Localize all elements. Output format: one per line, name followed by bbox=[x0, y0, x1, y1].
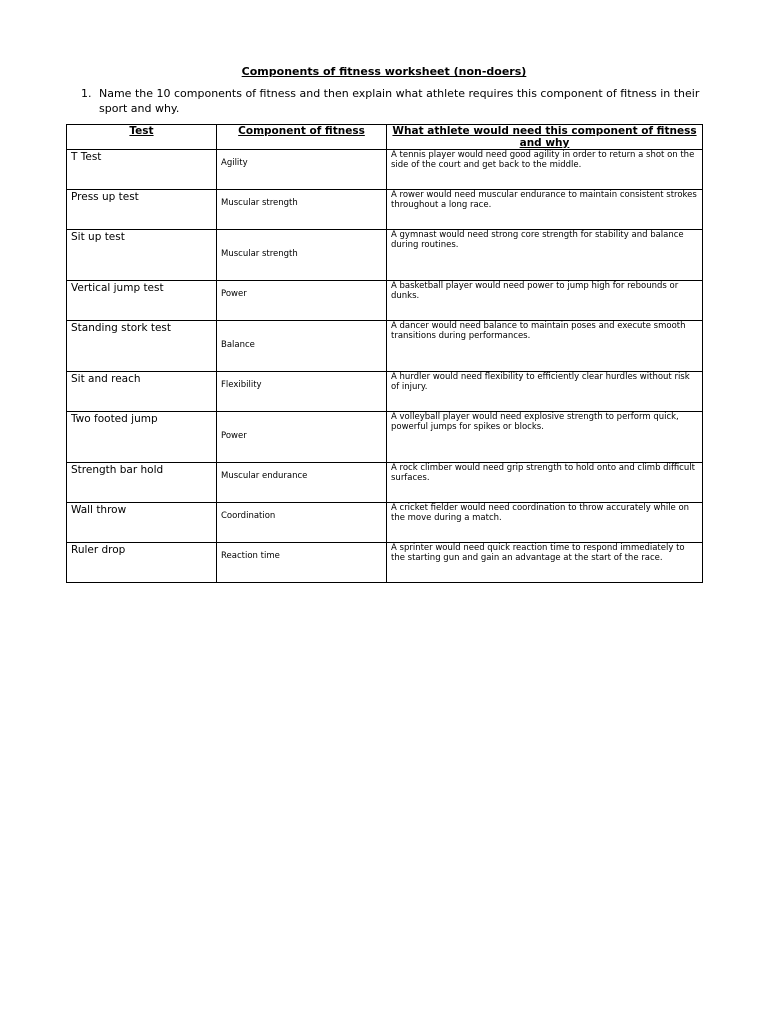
header-athlete: What athlete would need this component of fitness and why bbox=[387, 125, 703, 150]
table-row bbox=[67, 372, 703, 412]
test-name: Standing stork test bbox=[67, 321, 217, 372]
test-name: Wall throw bbox=[67, 503, 217, 543]
header-test: Test bbox=[67, 125, 217, 150]
test-name: Sit and reach bbox=[67, 372, 217, 412]
athlete-description: A sprinter would need quick reaction time to respond immediately to the starting gun and gain an advantage at the start of the race. bbox=[387, 543, 703, 583]
athlete-description: A rock climber would need grip strength to hold onto and climb difficult surfaces. bbox=[387, 463, 703, 503]
table-row bbox=[67, 543, 703, 583]
instruction-number: 1. bbox=[81, 87, 92, 100]
test-name: Press up test bbox=[67, 190, 217, 230]
athlete-description: A gymnast would need strong core strength for stability and balance during routines. bbox=[387, 230, 703, 281]
component-name: Muscular strength bbox=[217, 230, 387, 281]
test-name: Ruler drop bbox=[67, 543, 217, 583]
instruction-text: Name the 10 components of fitness and then explain what athlete requires this component of fitness in their sport and why. bbox=[99, 87, 700, 115]
component-name: Power bbox=[217, 281, 387, 321]
table-row bbox=[67, 321, 703, 372]
component-name: Power bbox=[217, 412, 387, 463]
test-name: Two footed jump bbox=[67, 412, 217, 463]
athlete-description: A rower would need muscular endurance to maintain consistent strokes throughout a long race. bbox=[387, 190, 703, 230]
table-row bbox=[67, 230, 703, 281]
test-name: Strength bar hold bbox=[67, 463, 217, 503]
table-row bbox=[67, 190, 703, 230]
component-name: Muscular strength bbox=[217, 190, 387, 230]
athlete-description: A dancer would need balance to maintain poses and execute smooth transitions during performances. bbox=[387, 321, 703, 372]
test-name: T Test bbox=[67, 150, 217, 190]
component-name: Balance bbox=[217, 321, 387, 372]
fitness-table bbox=[66, 124, 703, 583]
component-name: Agility bbox=[217, 150, 387, 190]
test-name: Vertical jump test bbox=[67, 281, 217, 321]
athlete-description: A volleyball player would need explosive strength to perform quick, powerful jumps for spikes or blocks. bbox=[387, 412, 703, 463]
header-component: Component of fitness bbox=[217, 125, 387, 150]
table-row bbox=[67, 281, 703, 321]
component-name: Flexibility bbox=[217, 372, 387, 412]
athlete-description: A hurdler would need flexibility to efficiently clear hurdles without risk of injury. bbox=[387, 372, 703, 412]
instruction-item bbox=[81, 86, 706, 116]
table-row bbox=[67, 503, 703, 543]
worksheet-title: Components of fitness worksheet (non-doers) bbox=[241, 65, 527, 78]
athlete-description: A basketball player would need power to jump high for rebounds or dunks. bbox=[387, 281, 703, 321]
athlete-description: A cricket fielder would need coordination to throw accurately while on the move during a match. bbox=[387, 503, 703, 543]
table-row bbox=[67, 412, 703, 463]
component-name: Reaction time bbox=[217, 543, 387, 583]
table-header-row bbox=[67, 125, 703, 150]
athlete-description: A tennis player would need good agility in order to return a shot on the side of the court and get back to the middle. bbox=[387, 150, 703, 190]
component-name: Coordination bbox=[217, 503, 387, 543]
test-name: Sit up test bbox=[67, 230, 217, 281]
table-row bbox=[67, 150, 703, 190]
component-name: Muscular endurance bbox=[217, 463, 387, 503]
table-row bbox=[67, 463, 703, 503]
